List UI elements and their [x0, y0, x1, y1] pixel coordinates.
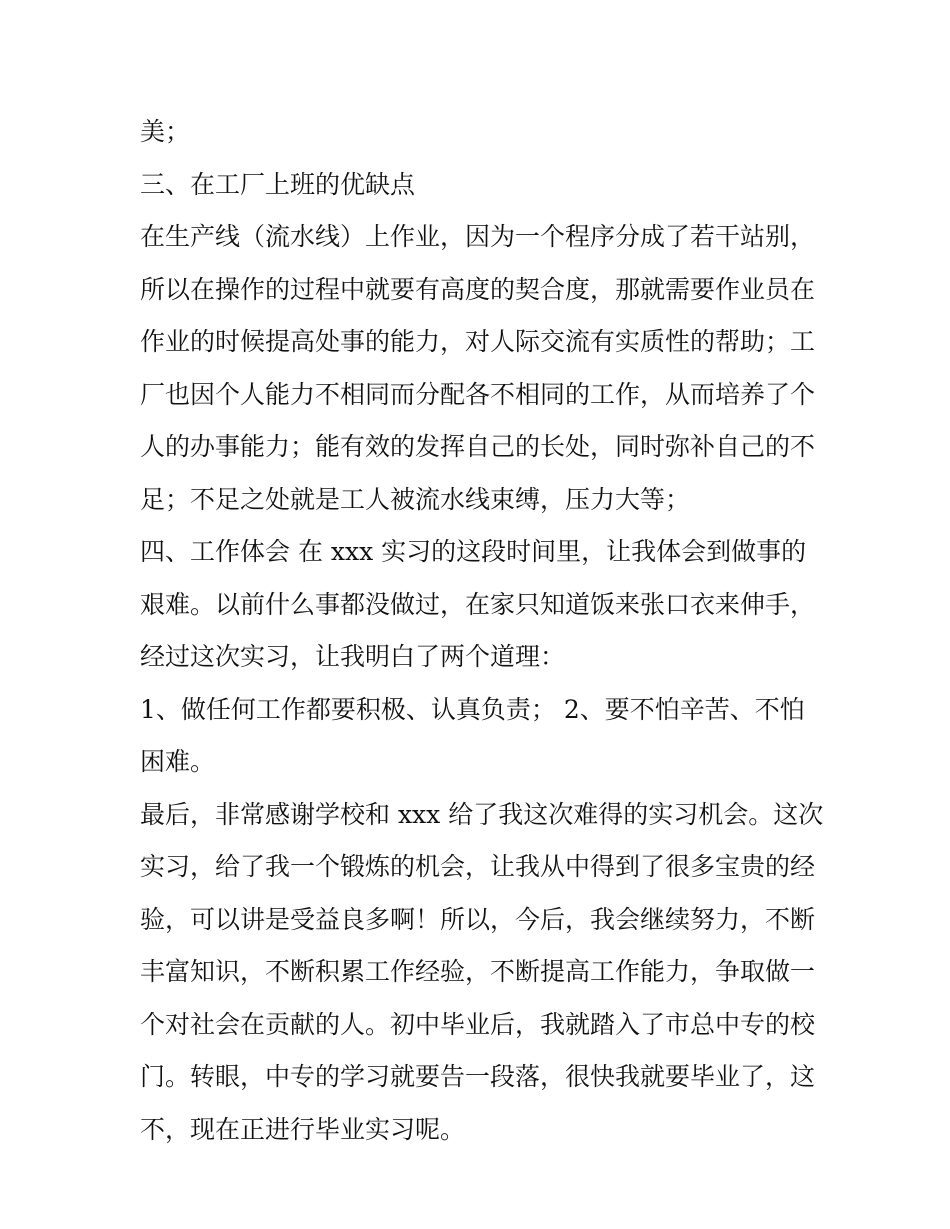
section-heading: 四、工作体会 在 xxx 实习的这段时间里，让我体会到做事的 — [140, 537, 807, 566]
text-line: 个对社会在贡献的人。初中毕业后，我就踏入了市总中专的校 — [140, 1009, 816, 1039]
text-line: 美； — [140, 117, 191, 146]
text-line: 门。转眼，中专的学习就要告一段落，很快我就要毕业了，这 — [140, 1062, 816, 1091]
section-heading: 三、在工厂上班的优缺点 — [140, 169, 416, 199]
text-line: 困难。 — [140, 747, 216, 776]
text-line: 在生产线（流水线）上作业，因为一个程序分成了若干站别， — [140, 222, 816, 251]
text-line: 最后，非常感谢学校和 xxx 给了我这次难得的实习机会。这次 — [140, 799, 824, 829]
text-line: 足；不足之处就是工人被流水线束缚，压力大等； — [140, 484, 691, 514]
text-line: 1、做任何工作都要积极、认真负责； 2、要不怕辛苦、不怕 — [140, 694, 805, 724]
text-line: 验，可以讲是受益良多啊！所以，今后，我会继续努力，不断 — [140, 904, 816, 934]
text-line: 所以在操作的过程中就要有高度的契合度，那就需要作业员在 — [140, 274, 816, 304]
document-body — [140, 106, 824, 1156]
text-line: 艰难。以前什么事都没做过，在家只知道饭来张口衣来伸手， — [140, 589, 816, 619]
text-line: 人的办事能力；能有效的发挥自己的长处，同时弥补自己的不 — [140, 432, 816, 461]
text-line: 不，现在正进行毕业实习呢。 — [140, 1114, 466, 1144]
text-line: 丰富知识，不断积累工作经验，不断提高工作能力，争取做一 — [140, 957, 816, 986]
text-line: 作业的时候提高处事的能力，对人际交流有实质性的帮助；工 — [140, 327, 816, 356]
text-line: 经过这次实习，让我明白了两个道理： — [140, 642, 566, 671]
text-line: 厂也因个人能力不相同而分配各不相同的工作，从而培养了个 — [140, 379, 816, 409]
text-line: 实习，给了我一个锻炼的机会，让我从中得到了很多宝贵的经 — [140, 852, 816, 881]
